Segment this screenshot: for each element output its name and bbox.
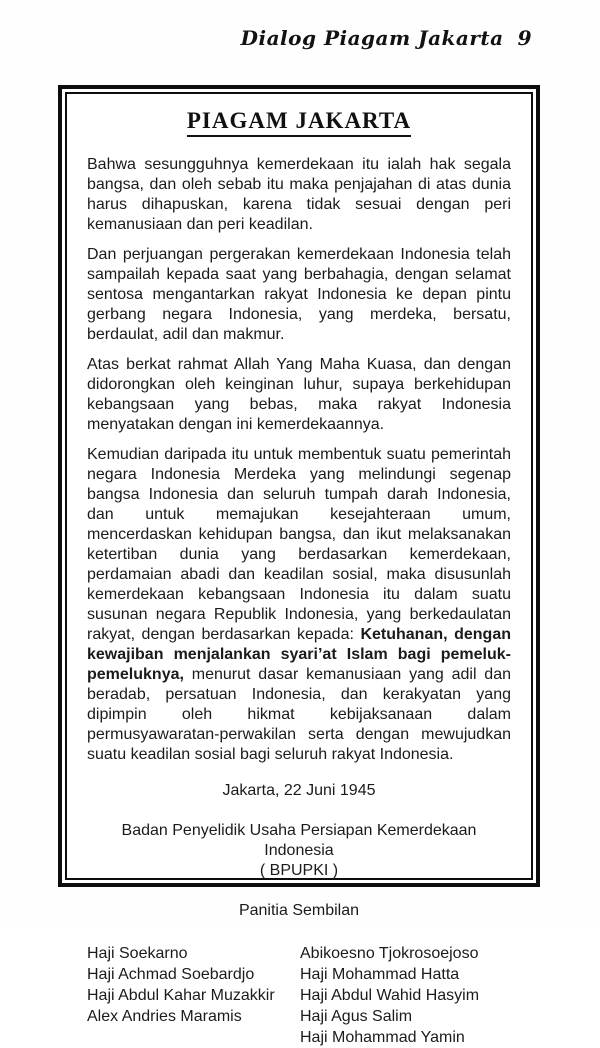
charter-box xyxy=(65,92,533,1046)
signatory-name: Haji Abdul Wahid Hasyim xyxy=(300,987,480,1004)
dateline: Jakarta, 22 Juni 1945 xyxy=(222,782,376,799)
page-number: 9 xyxy=(517,26,532,50)
paragraph-preamble-2: Dan perjuangan pergerakan kemerdekaan Indonesia telah sampailah kepada saat yang berbahagia, dengan selamat sentosa mengantarkan rakyat Indonesia ke depan pintu gerbang negara Indonesia, yang merdeka, bersatu, berdaulat, adil dan makmur. xyxy=(87,246,511,343)
signatories-left-column xyxy=(87,943,298,1048)
signatory-name: Haji Agus Salim xyxy=(300,1008,413,1025)
signatories-right-column xyxy=(298,943,511,1048)
signatory-name: Haji Soekarno xyxy=(87,945,188,962)
organization-block xyxy=(87,821,511,881)
signatories-section xyxy=(87,943,511,1048)
charter-title-row xyxy=(87,108,511,137)
signatory-name: Haji Abdul Kahar Muzakkir xyxy=(87,987,275,1004)
paragraph-4-tail: menurut dasar kemanusiaan yang adil dan beradab, persatuan Indonesia, dan kerakyatan yang dipimpin oleh hikmat kebijaksanaan dalam permusyawaratan-perwakilan serta dengan mewujudkan suatu keadilan sosial bagi seluruh rakyat Indonesia. xyxy=(87,666,511,763)
signatory-name: Abikoesno Tjokrosoejoso xyxy=(300,945,479,962)
signatory-name: Haji Mohammad Hatta xyxy=(300,966,460,983)
paragraph-preamble-3: Atas berkat rahmat Allah Yang Maha Kuasa, dan dengan didorongkan oleh keinginan luhur, supaya berkehidupan kebangsaan yang bebas, maka rakyat Indonesia menyatakan dengan ini kemerdekaannya. xyxy=(87,356,511,433)
paragraph-4-lead: Kemudian daripada itu untuk membentuk suatu pemerintah negara Indonesia Merdeka yang melindungi segenap bangsa Indonesia dan seluruh tumpah darah Indonesia, dan untuk memajukan kesejahteraan umum, mencerdaskan kehidupan bangsa, dan ikut melaksanakan ketertiban dunia yang berdasarkan kemerdekaan, perdamaian abadi dan keadilan sosial, maka disusunlah kemerdekaan kebangsaan Indonesia itu dalam suatu susunan negara Republik Indonesia, yang berkedaulatan rakyat, dengan berdasarkan kepada: xyxy=(87,446,511,643)
organization-abbreviation: ( BPUPKI ) xyxy=(259,862,339,879)
paragraph-preamble-1: Bahwa sesungguhnya kemerdekaan itu ialah hak segala bangsa, dan oleh sebab itu maka penjajahan di atas dunia harus dihapuskan, karena tidak sesuai dengan peri kemanusiaan dan peri keadilan. xyxy=(87,156,511,233)
committee-title: Panitia Sembilan xyxy=(238,902,360,919)
organization-name: Badan Penyelidik Usaha Persiapan Kemerdekaan Indonesia xyxy=(121,822,477,859)
charter-box-outer-border xyxy=(58,85,540,1046)
paragraph-4-bold-clause: Ketuhanan, dengan kewajiban menjalankan syari’at Islam bagi pemeluk-pemeluknya, xyxy=(87,626,511,683)
page-title: PIAGAM JAKARTA xyxy=(187,108,411,137)
signatory-name: Haji Achmad Soebardjo xyxy=(87,966,255,983)
signatory-name: Haji Mohammad Yamin xyxy=(300,1029,465,1046)
running-head-title: Dialog Piagam Jakarta xyxy=(240,26,504,50)
signatory-name: Alex Andries Maramis xyxy=(87,1008,242,1025)
running-head xyxy=(241,26,532,50)
paragraph-preamble-4 xyxy=(87,445,511,765)
